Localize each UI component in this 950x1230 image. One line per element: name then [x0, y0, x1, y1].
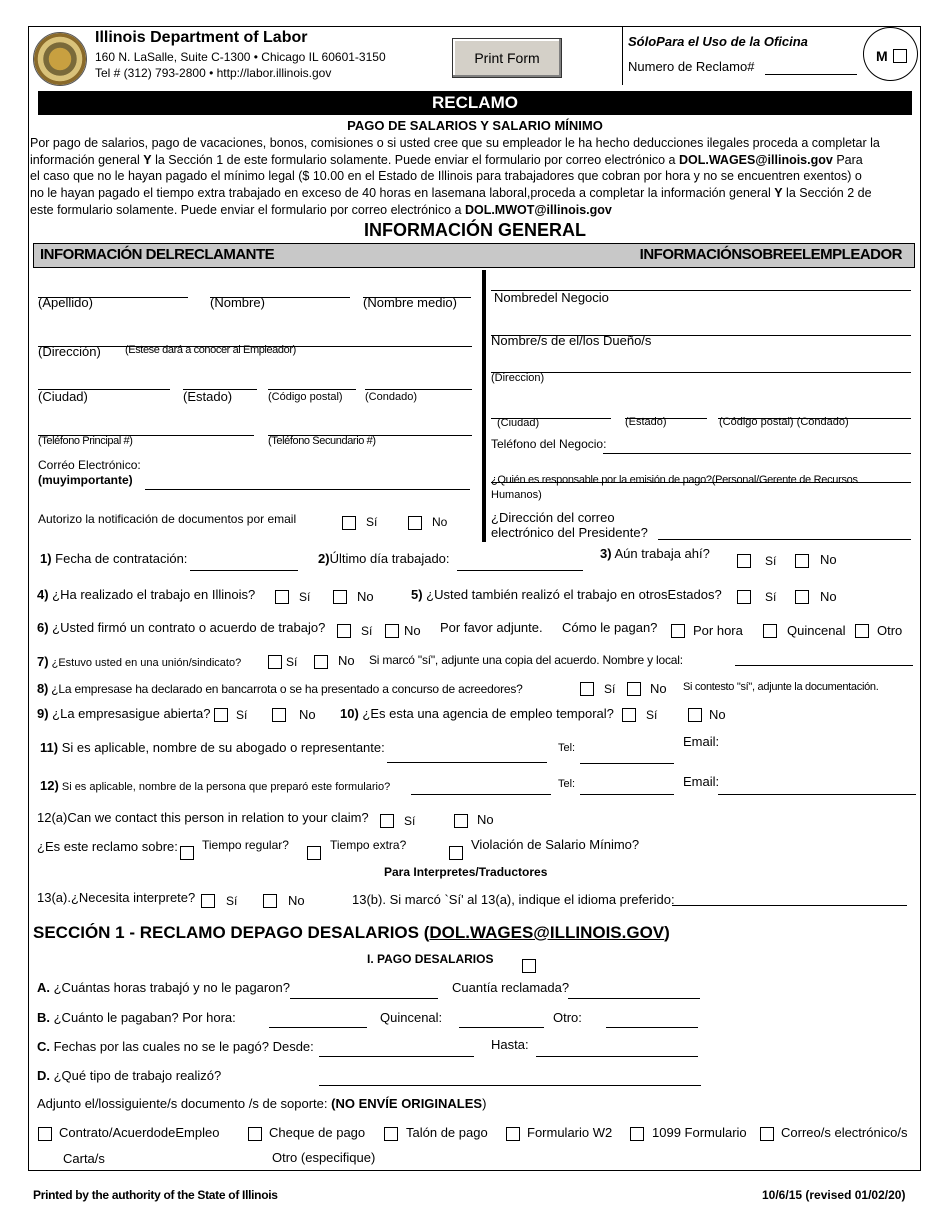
q4-label: 4) ¿Ha realizado el trabajo en Illinois? — [37, 587, 256, 602]
autorizo-label: Autorizo la notificación de documentos por email — [38, 512, 297, 526]
correo-label: Corréo Electrónico: — [38, 458, 141, 472]
nombre-label: (Nombre) — [210, 295, 265, 310]
telefono-negocio-field[interactable] — [603, 453, 911, 454]
q8-label: 8) ¿La empresase ha declarado en bancarrota o se ha presentado a concurso de acreedores? — [37, 681, 523, 696]
general-info-heading: INFORMACIÓN GENERAL — [364, 220, 586, 240]
abogado-field[interactable] — [387, 762, 547, 763]
q3-si-label: Sí — [765, 554, 777, 568]
q7-note: Si marcó "sí", adjunte una copia del acuerdo. Nombre y local: — [369, 653, 683, 667]
condado-field[interactable] — [365, 389, 472, 390]
fecha-contratacion-field[interactable] — [190, 570, 298, 571]
quincenal-amount-label: Quincenal: — [380, 1010, 443, 1025]
q3-si-checkbox[interactable] — [737, 554, 751, 568]
claim-number-field[interactable] — [765, 74, 857, 75]
tel-secundario-label: (Teléfono Secundario #) — [268, 435, 376, 447]
correo-presidente-label-2: electrónico del Presidente? — [491, 525, 648, 540]
q9-no-label: No — [299, 707, 316, 722]
q12a-label: 12(a)Can we contact this person in relation to your claim? — [37, 810, 369, 825]
q7-si-label: Sí — [286, 655, 298, 669]
direccion-empleador-label: (Direccion) — [491, 372, 545, 384]
intro-line-2: información general Y la Sección 1 de este formulario solamente. Puede enviar el formulario por correo electrónico a DOL.WAGES@illinois.gov Para — [30, 153, 863, 167]
q10-si-label: Sí — [646, 708, 658, 722]
q8-si-label: Sí — [604, 682, 616, 696]
otro-pago-checkbox[interactable] — [855, 624, 869, 638]
section-bar — [33, 243, 915, 268]
cp-condado-empleador-label: (Código postal) (Condado) — [719, 416, 849, 428]
doc-talon-checkbox[interactable] — [384, 1127, 398, 1141]
direccion-label: (Dirección) — [38, 344, 101, 359]
codigo-postal-field[interactable] — [268, 389, 356, 390]
q11-email-label: Email: — [683, 734, 720, 749]
q3-no-label: No — [820, 552, 837, 567]
quincenal-checkbox[interactable] — [763, 624, 777, 638]
q6-no-label: No — [404, 623, 421, 638]
preparador-email-field[interactable] — [718, 794, 916, 795]
doc-w2-label: Formulario W2 — [527, 1125, 613, 1140]
doc-1099-label: 1099 Formulario — [652, 1125, 747, 1140]
footer-revision: 10/6/15 (revised 01/02/20) — [762, 1188, 906, 1202]
preparador-tel-field[interactable] — [580, 794, 674, 795]
employer-header: INFORMACIÓNSOBREELEMPLEADOR — [639, 246, 902, 263]
q10-label: 10) ¿Es esta una agencia de empleo temporal? — [340, 706, 614, 721]
quincenal-amount-field[interactable] — [459, 1027, 544, 1028]
violacion-label: Violación de Salario Mínimo? — [471, 837, 640, 852]
doc-correos-label: Correo/s electrónico/s — [781, 1125, 908, 1140]
idioma-field[interactable] — [672, 905, 907, 906]
hasta-label: Hasta: — [491, 1037, 529, 1052]
subtitle: PAGO DE SALARIOS Y SALARIO MÍNIMO — [347, 118, 603, 133]
reclamo-sobre-label: ¿Es este reclamo sobre: — [37, 839, 178, 854]
intro-line-1: Por pago de salarios, pago de vacaciones, bonos, comisiones o si usted cree que su empleador le ha hecho deducciones ilegales proceda a completar la — [30, 136, 880, 150]
intro-line-3: el caso que no le hayan pagado el mínimo legal ($ 10.00 en el Estado de Illinois para trabajadores que cobran por hora y no se encuentren exentos) o — [30, 169, 862, 183]
column-divider — [482, 270, 486, 542]
doc-correos-checkbox[interactable] — [760, 1127, 774, 1141]
doc-contrato-checkbox[interactable] — [38, 1127, 52, 1141]
q12a-si-checkbox[interactable] — [380, 814, 394, 828]
agency-name: Illinois Department of Labor — [95, 29, 308, 46]
q13a-no-label: No — [288, 893, 305, 908]
hasta-field[interactable] — [536, 1056, 698, 1057]
otro-especifique-label: Otro (especifique) — [272, 1150, 376, 1165]
doc-cheque-checkbox[interactable] — [248, 1127, 262, 1141]
tipo-trabajo-field[interactable] — [319, 1085, 701, 1086]
telefono-negocio-label: Teléfono del Negocio: — [491, 437, 607, 451]
direccion-note: (Estese dará a conocer al Empleador) — [125, 344, 296, 356]
m-label: M — [876, 48, 888, 64]
q10-no-checkbox[interactable] — [688, 708, 702, 722]
q8-no-checkbox[interactable] — [627, 682, 641, 696]
q7-no-label: No — [338, 653, 355, 668]
q11-label: 11) Si es aplicable, nombre de su abogado o representante: — [40, 740, 385, 755]
q10-no-label: No — [709, 707, 726, 722]
claimant-header: INFORMACIÓN DELRECLAMANTE — [40, 246, 275, 263]
q5-label: 5) ¿Usted también realizó el trabajo en otrosEstados? — [411, 587, 722, 602]
q7-no-checkbox[interactable] — [314, 655, 328, 669]
title-bar: RECLAMO — [38, 91, 912, 115]
q13a-si-label: Sí — [226, 894, 238, 908]
q5-no-checkbox[interactable] — [795, 590, 809, 604]
violacion-checkbox[interactable] — [449, 846, 463, 860]
correo-presidente-field[interactable] — [658, 539, 911, 540]
ciudad-empleador-label: (Ciudad) — [497, 417, 540, 429]
apellido-label: (Apellido) — [38, 295, 93, 310]
q6-si-checkbox[interactable] — [337, 624, 351, 638]
correo-field[interactable] — [145, 489, 470, 490]
autorizo-si-label: Sí — [366, 515, 378, 529]
autorizo-no-label: No — [432, 515, 448, 529]
agency-contact: Tel # (312) 793-2800 • http://labor.illinois.gov — [95, 66, 332, 80]
illinois-seal-icon — [33, 32, 87, 86]
tiempo-extra-checkbox[interactable] — [307, 846, 321, 860]
q9-si-label: Sí — [236, 708, 248, 722]
q12-email-label: Email: — [683, 774, 720, 789]
q7-label: 7) ¿Estuvo usted en una unión/sindicato? — [37, 654, 242, 669]
a-label: A. ¿Cuántas horas trabajó y no le pagaron? — [37, 980, 290, 995]
preparador-field[interactable] — [411, 794, 551, 795]
doc-1099-checkbox[interactable] — [630, 1127, 644, 1141]
doc-w2-checkbox[interactable] — [506, 1127, 520, 1141]
q13a-no-checkbox[interactable] — [263, 894, 277, 908]
q8-si-checkbox[interactable] — [580, 682, 594, 696]
q11-tel-label: Tel: — [558, 742, 576, 754]
m-circle — [863, 27, 918, 81]
q8-no-label: No — [650, 681, 667, 696]
por-hora-checkbox[interactable] — [671, 624, 685, 638]
q13a-label: 13(a).¿Necesita interprete? — [37, 890, 196, 905]
pago-salarios-label: I. PAGO DESALARIOS — [367, 952, 494, 966]
q3-no-checkbox[interactable] — [795, 554, 809, 568]
c-label: C. Fechas por las cuales no se le pagó? Desde: — [37, 1039, 314, 1054]
q5-si-checkbox[interactable] — [737, 590, 751, 604]
q5-no-label: No — [820, 589, 837, 604]
condado-label: (Condado) — [365, 391, 417, 403]
q1-label: 1) Fecha de contratación: — [40, 551, 188, 566]
cuantia-field[interactable] — [568, 998, 700, 999]
q4-si-label: Sí — [299, 590, 311, 604]
d-label: D. ¿Qué tipo de trabajo realizó? — [37, 1068, 222, 1083]
responsable-label: ¿Quién es responsable por la emisión de pago?(Personal/Gerente de Recursos — [491, 474, 858, 486]
q12a-no-checkbox[interactable] — [454, 814, 468, 828]
b-label: B. ¿Cuánto le pagaban? Por hora: — [37, 1010, 236, 1025]
intro-line-4: no le hayan pagado el tiempo extra trabajado en exceso de 40 horas en lasemana laboral,proceda a completar la información general Y la Sección 2 de — [30, 186, 872, 200]
otro-amount-field[interactable] — [606, 1027, 698, 1028]
duenos-label: Nombre/s de el/los Dueño/s — [491, 333, 652, 348]
responsable-field[interactable] — [491, 482, 911, 483]
q9-label: 9) ¿La empresasigue abierta? — [37, 706, 211, 721]
tel-principal-label: (Teléfono Principal #) — [38, 435, 133, 447]
autorizo-si-checkbox[interactable] — [342, 516, 356, 530]
q9-si-checkbox[interactable] — [214, 708, 228, 722]
estado-label: (Estado) — [183, 389, 233, 404]
autorizo-no-checkbox[interactable] — [408, 516, 422, 530]
q12-tel-label: Tel: — [558, 778, 576, 790]
m-checkbox[interactable] — [893, 49, 907, 63]
q4-no-label: No — [357, 589, 374, 604]
horas-field[interactable] — [290, 998, 438, 999]
quincenal-label: Quincenal — [787, 623, 846, 638]
q9-no-checkbox[interactable] — [272, 708, 286, 722]
abogado-tel-field[interactable] — [580, 763, 674, 764]
q4-no-checkbox[interactable] — [333, 590, 347, 604]
correo-presidente-label: ¿Dirección del correo — [491, 510, 615, 525]
cuantia-label: Cuantía reclamada? — [452, 980, 570, 995]
q6-label: 6) ¿Usted firmó un contrato o acuerdo de trabajo? — [37, 620, 326, 635]
q13b-label: 13(b). Si marcó `Sí' al 13(a), indique el idioma preferido: — [352, 892, 675, 907]
q3-label: 3) Aún trabaja ahí? — [600, 546, 710, 561]
q6-si-label: Sí — [361, 624, 373, 638]
ciudad-label: (Ciudad) — [38, 389, 88, 404]
q2-label: 2)Último día trabajado: — [318, 551, 450, 566]
q10-si-checkbox[interactable] — [622, 708, 636, 722]
desde-field[interactable] — [319, 1056, 474, 1057]
negocio-label: Nombredel Negocio — [494, 290, 609, 305]
por-hora-field[interactable] — [269, 1027, 367, 1028]
q6-pago-label: Cómo le pagan? — [562, 620, 658, 635]
ultimo-dia-field[interactable] — [457, 570, 583, 571]
print-form-button[interactable]: Print Form — [452, 38, 562, 78]
q4-si-checkbox[interactable] — [275, 590, 289, 604]
nombre-medio-label: (Nombre medio) — [363, 295, 457, 310]
tiempo-regular-label: Tiempo regular? — [202, 838, 289, 852]
adjunto-label: Adjunto el/lossiguiente/s documento /s de soporte: (NO ENVÍE ORIGINALES) — [37, 1096, 487, 1111]
estado-empleador-label: (Estado) — [625, 416, 667, 428]
q12a-si-label: Sí — [404, 814, 416, 828]
interpretes-heading: Para Interpretes/Traductores — [384, 865, 548, 879]
intro-line-5: este formulario solamente. Puede enviar el formulario por correo electrónico a DOL.MWOT@illinois.gov — [30, 203, 612, 217]
doc-cheque-label: Cheque de pago — [269, 1125, 366, 1140]
q6-adjunte-label: Por favor adjunte. — [440, 620, 543, 635]
tiempo-regular-checkbox[interactable] — [180, 846, 194, 860]
responsable-label-2: Humanos) — [491, 489, 542, 501]
agency-address: 160 N. LaSalle, Suite C-1300 • Chicago IL 60601-3150 — [95, 50, 386, 64]
otro-pago-label: Otro — [877, 623, 903, 638]
direccion-empleador-field[interactable] — [491, 372, 911, 373]
q8-note: Si contesto "sí", adjunte la documentación. — [683, 681, 879, 693]
doc-talon-label: Talón de pago — [406, 1125, 488, 1140]
tiempo-extra-label: Tiempo extra? — [330, 838, 407, 852]
pago-salarios-checkbox[interactable] — [522, 959, 536, 973]
q13a-si-checkbox[interactable] — [201, 894, 215, 908]
carta-label: Carta/s — [63, 1151, 105, 1166]
footer-authority: Printed by the authority of the State of Illinois — [33, 1188, 278, 1202]
q12a-no-label: No — [477, 812, 494, 827]
claim-number-label: Numero de Reclamo# — [628, 59, 755, 74]
por-hora-label: Por hora — [693, 623, 743, 638]
q5-si-label: Sí — [765, 590, 777, 604]
q12-label: 12) Si es aplicable, nombre de la persona que preparó este formulario? — [40, 778, 391, 793]
codigo-postal-label: (Código postal) — [268, 391, 343, 403]
union-name-field[interactable] — [735, 665, 913, 666]
q6-no-checkbox[interactable] — [385, 624, 399, 638]
office-use-label: SóloPara el Uso de la Oficina — [628, 34, 808, 49]
doc-contrato-label: Contrato/AcuerdodeEmpleo — [59, 1125, 220, 1140]
q7-si-checkbox[interactable] — [268, 655, 282, 669]
muy-importante-label: (muyimportante) — [38, 473, 133, 487]
section1-heading: SECCIÓN 1 - RECLAMO DEPAGO DESALARIOS (DOL.WAGES@ILLINOIS.GOV) — [33, 923, 670, 942]
otro-amount-label: Otro: — [553, 1010, 582, 1025]
